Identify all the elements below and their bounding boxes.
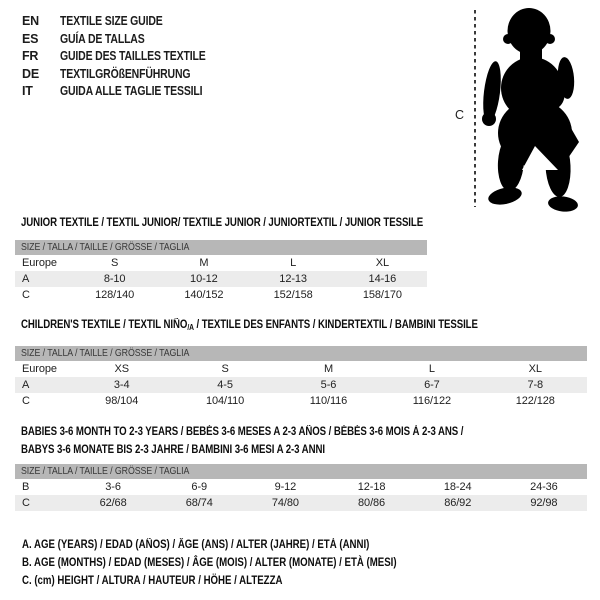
language-label: TEXTILE SIZE GUIDE: [60, 14, 163, 28]
children-title-pre: CHILDREN'S TEXTILE / TEXTIL NIÑO: [21, 319, 188, 331]
row-label: C: [22, 395, 30, 407]
babies-section-title: [21, 424, 463, 459]
children-table-block: [15, 346, 587, 409]
table-cell: 158/170: [362, 289, 402, 301]
measure-label-c: C: [455, 108, 465, 122]
size-band: [15, 346, 587, 361]
table-row: [15, 361, 587, 377]
size-band-text: SIZE / TALLA / TAILLE / GRÖSSE / TAGLIA: [21, 465, 190, 477]
babies-table-block: [15, 464, 587, 511]
table-row: [15, 393, 587, 409]
row-label: Europe: [22, 363, 57, 375]
height-measure-dashed-line: [474, 10, 476, 207]
table-cell: 104/110: [205, 395, 245, 407]
language-label: GUÍA DE TALLAS: [60, 31, 145, 46]
table-cell: 10-12: [190, 273, 218, 285]
table-row: [15, 271, 427, 287]
babies-size-table: [15, 479, 587, 511]
table-cell: XL: [375, 257, 389, 269]
measurement-legend: [22, 537, 397, 590]
table-cell: S: [221, 363, 229, 375]
language-row-it: [22, 83, 233, 101]
baby-silhouette: [478, 4, 588, 216]
table-cell: 86/92: [444, 497, 472, 509]
table-cell: 116/122: [412, 395, 451, 407]
table-row: [15, 287, 427, 303]
junior-table-block: [15, 240, 427, 303]
language-code: DE: [22, 66, 39, 81]
table-cell: 14-16: [368, 273, 397, 285]
table-cell: 152/158: [273, 289, 313, 301]
size-band: [15, 464, 587, 479]
table-cell: 3-4: [113, 379, 130, 391]
language-code: IT: [22, 84, 33, 99]
table-cell: 3-6: [105, 481, 121, 493]
table-cell: 18-24: [443, 481, 472, 493]
row-label: A: [22, 379, 30, 391]
row-label: C: [22, 497, 30, 509]
table-cell: 122/128: [515, 395, 555, 407]
language-label: GUIDE DES TAILLES TEXTILE: [60, 49, 206, 64]
legend-line-c: C. (cm) HEIGHT / ALTURA / HAUTEUR / HÖHE / ALTEZZA: [22, 574, 283, 587]
table-cell: M: [323, 363, 334, 375]
legend-line-b: B. AGE (MONTHS) / EDAD (MESES) / ÂGE (MOIS) / ALTER (MONATE) / ETÀ (MESI): [22, 556, 397, 569]
row-label: B: [22, 481, 30, 493]
row-label: Europe: [22, 257, 57, 269]
table-cell: 98/104: [105, 395, 139, 407]
table-cell: S: [111, 257, 119, 269]
table-cell: 9-12: [274, 481, 297, 493]
table-cell: 92/98: [530, 497, 558, 509]
table-row: [15, 377, 587, 393]
language-row-es: [22, 31, 233, 49]
table-cell: L: [290, 257, 297, 269]
table-cell: 140/152: [184, 289, 224, 301]
table-cell: 5-6: [320, 379, 337, 391]
table-cell: 110/116: [309, 395, 348, 407]
table-row: [15, 255, 427, 271]
language-row-fr: [22, 48, 233, 66]
table-cell: 128/140: [95, 289, 135, 301]
legend-line-a: A. AGE (YEARS) / EDAD (AÑOS) / ÂGE (ANS) / ALTER (JAHRE) / ETÀ (ANNI): [22, 539, 370, 551]
language-code: EN: [22, 14, 39, 28]
table-cell: 12-13: [279, 273, 307, 285]
junior-section-title: JUNIOR TEXTILE / TEXTIL JUNIOR/ TEXTILE JUNIOR / JUNIORTEXTIL / JUNIOR TESSILE: [21, 217, 424, 229]
language-row-de: [22, 66, 233, 84]
language-code: ES: [22, 31, 39, 46]
table-cell: L: [428, 363, 435, 375]
junior-size-table: [15, 255, 427, 303]
size-band: [15, 240, 427, 255]
table-row: [15, 479, 587, 495]
table-cell: XS: [114, 363, 129, 375]
row-label: C: [22, 289, 30, 301]
children-title-subscript: /A: [187, 323, 194, 332]
baby-silhouette-svg: [478, 4, 588, 216]
table-cell: 24-36: [530, 481, 558, 493]
table-cell: 6-9: [191, 481, 208, 493]
table-cell: 68/74: [185, 497, 213, 509]
language-row-en: [22, 13, 233, 31]
table-cell: 7-8: [527, 379, 544, 391]
table-cell: 80/86: [358, 497, 386, 509]
size-band-text: SIZE / TALLA / TAILLE / GRÖSSE / TAGLIA: [21, 241, 190, 253]
babies-title-line2: BABYS 3-6 MONATE BIS 2-3 JAHRE / BAMBINI 3-6 MESI A 2-3 ANNI: [21, 443, 325, 456]
table-cell: XL: [528, 363, 542, 375]
table-cell: 74/80: [271, 497, 299, 509]
table-cell: 4-5: [217, 379, 233, 391]
table-cell: 6-7: [424, 379, 440, 391]
children-section-title: [21, 319, 478, 332]
row-label: A: [22, 273, 30, 285]
table-row: [15, 495, 587, 511]
table-cell: 62/68: [99, 497, 127, 509]
children-size-table: [15, 361, 587, 409]
table-cell: 12-18: [357, 481, 386, 493]
babies-title-line1: BABIES 3-6 MONTH TO 2-3 YEARS / BEBÉS 3-6 MESES A 2-3 AÑOS / BÉBÉS 3-6 MOIS À 2-3 ANS /: [21, 426, 464, 438]
children-title-post: / TEXTILE DES ENFANTS / KINDERTEXTIL / BAMBINI TESSILE: [193, 319, 478, 331]
language-code: FR: [22, 49, 39, 64]
table-cell: 8-10: [103, 273, 126, 285]
size-band-text: SIZE / TALLA / TAILLE / GRÖSSE / TAGLIA: [21, 347, 190, 359]
language-label: GUIDA ALLE TAGLIE TESSILI: [60, 84, 203, 99]
language-title-block: [22, 13, 233, 101]
table-cell: M: [199, 257, 209, 269]
language-label: TEXTILGRÖßENFÜHRUNG: [60, 66, 191, 81]
